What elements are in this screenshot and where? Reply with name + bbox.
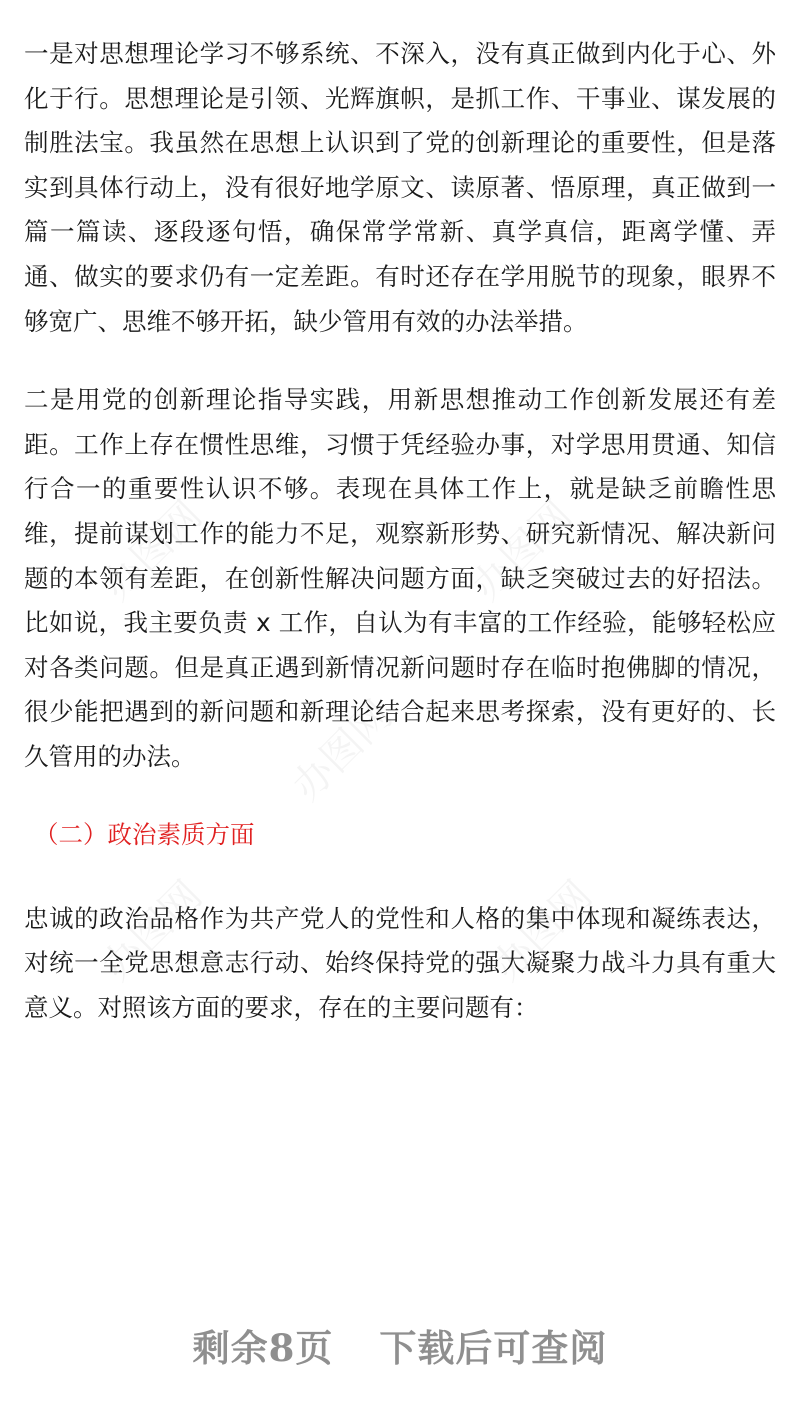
paragraph-political-quality: 忠诚的政治品格作为共产党人的党性和人格的集中体现和凝练表达，对统一全党思想意志行动、始终保持党的强大凝聚力战斗力具有重大意义。对照该方面的要求，存在的主要问题有：	[24, 903, 776, 1022]
paragraph-innovation-practice: 二是用党的创新理论指导实践，用新思想推动工作创新发展还有差距。工作上存在惯性思维，习惯于凭经验办事，对学思用贯通、知信行合一的重要性认识不够。表现在具体工作上，就是缺乏前瞻性思维，提前谋划工作的能力不足，观察新形势、研究新情况、解决新问题的本领有差距，在创新性解决问题方面，缺乏突破过去的好招法。比如说，我主要负责 x 工作，自认为有丰富的工作经验，能够轻松应对各类问题。但是真正遇到新情况新问题时存在临时抱佛脚的情况，很少能把遇到的新问题和新理论结合起来思考探索，没有更好的、长久管用的办法。	[24, 385, 776, 771]
download-hint-label: 下载后可查阅	[379, 1326, 608, 1370]
remaining-pages-label: 剩余8页	[192, 1326, 334, 1370]
document-body	[24, 32, 776, 1030]
download-banner[interactable]	[0, 1318, 800, 1378]
section-heading: （二）政治素质方面	[34, 819, 255, 849]
paragraph-thought-study: 一是对思想理论学习不够系统、不深入，没有真正做到内化于心、外化于行。思想理论是引领、光辉旗帜，是抓工作、干事业、谋发展的制胜法宝。我虽然在思想上认识到了党的创新理论的重要性，但是落实到具体行动上，没有很好地学原文、读原著、悟原理，真正做到一篇一篇读、逐段逐句悟，确保常学常新、真学真信，距离学懂、弄通、做实的要求仍有一定差距。有时还存在学用脱节的现象，眼界不够宽广、思维不够开拓，缺少管用有效的办法举措。	[24, 39, 776, 336]
